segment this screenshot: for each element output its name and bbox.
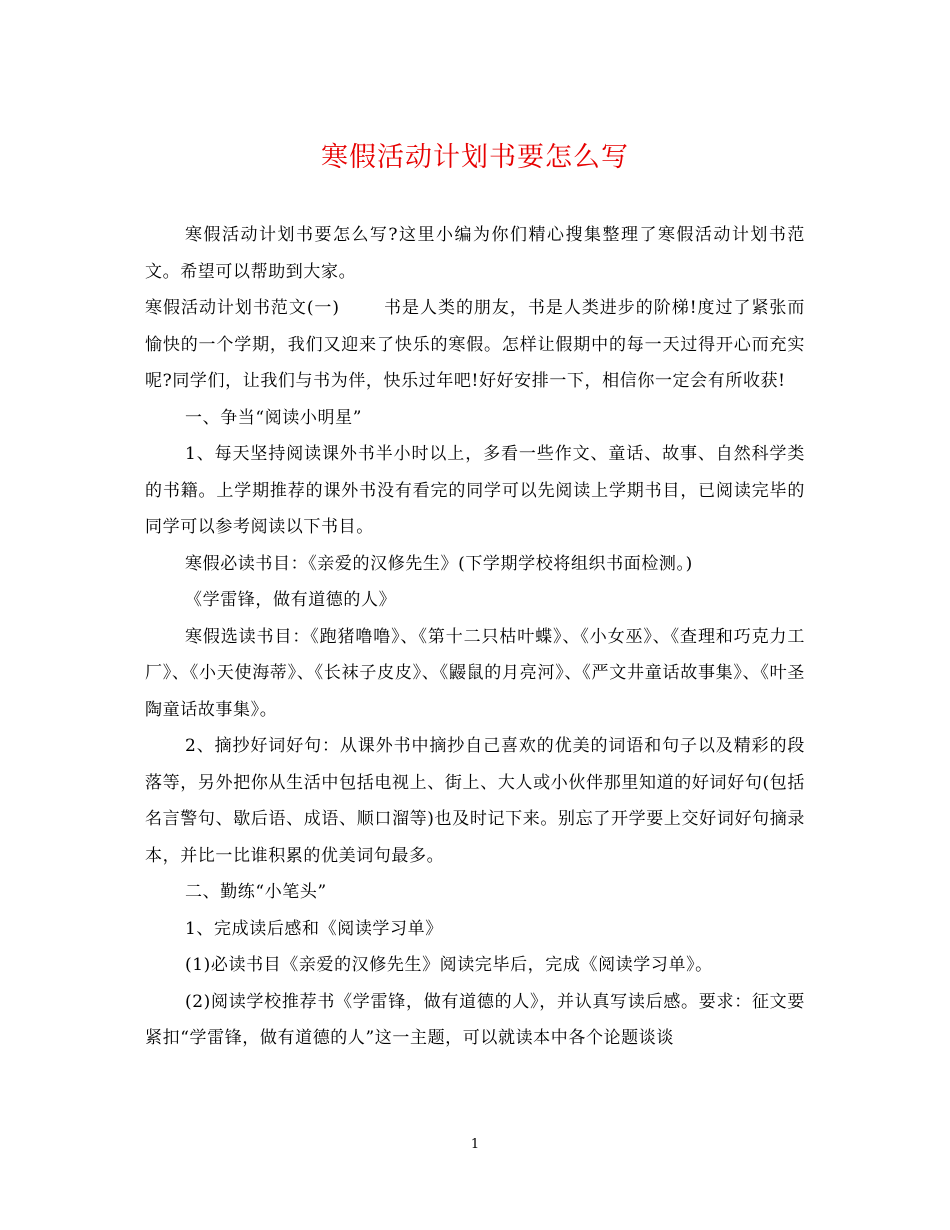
paragraph: 2、摘抄好词好句：从课外书中摘抄自己喜欢的优美的词语和句子以及精彩的段落等，另外把你从生活中包括电视上、街上、大人或小伙伴那里知道的好词好句(包括名言警句、歇后语、成语、顺口溜等)也及时记下来。别忘了开学要上交好词好句摘录本，并比一比谁积累的优美词句最多。 bbox=[145, 736, 805, 866]
paragraph: (1)必读书目《亲爱的汉修先生》阅读完毕后，完成《阅读学习单》。 bbox=[185, 955, 713, 975]
paragraph: 寒假必读书目：《亲爱的汉修先生》(下学期学校将组织书面检测。) bbox=[185, 553, 693, 574]
document-title: 寒假活动计划书要怎么写 bbox=[321, 142, 629, 173]
paragraph: 1、每天坚持阅读课外书半小时以上，多看一些作文、童话、故事、自然科学类的书籍。上学期推荐的课外书没有看完的同学可以先阅读上学期书目，已阅读完毕的同学可以参考阅读以下书目。 bbox=[145, 444, 805, 537]
section-heading: 二、勤练“小笔头” bbox=[185, 882, 327, 902]
paragraph: 寒假选读书目：《跑猪噜噜》、《第十二只枯叶蝶》、《小女巫》、《查理和巧克力工厂》、《小天使海蒂》、《长袜子皮皮》、《鼹鼠的月亮河》、《严文井童话故事集》、《叶圣陶童话故事集》。 bbox=[145, 626, 805, 720]
section-heading: 一、争当“阅读小明星” bbox=[185, 407, 362, 428]
paragraph: 寒假活动计划书要怎么写?这里小编为你们精心搜集整理了寒假活动计划书范文。希望可以帮助到大家。 bbox=[145, 225, 805, 282]
page-number: 1 bbox=[470, 1137, 480, 1152]
paragraph: (2)阅读学校推荐书《学雷锋，做有道德的人》，并认真写读后感。要求：征文要紧扣“学雷锋，做有道德的人”这一主题，可以就读本中各个论题谈谈 bbox=[145, 991, 805, 1048]
paragraph: 《学雷锋，做有道德的人》 bbox=[185, 590, 397, 610]
document-body bbox=[145, 217, 805, 1057]
paragraph bbox=[145, 290, 805, 400]
paragraph: 1、完成读后感和《阅读学习单》 bbox=[185, 918, 443, 939]
section-lead: 寒假活动计划书范文(一) bbox=[145, 298, 340, 318]
paragraph-text: 书是人类的朋友，书是人类进步的阶梯!度过了紧张而愉快的一个学期，我们又迎来了快乐的寒假。怎样让假期中的每一天过得开心而充实呢?同学们，让我们与书为伴，快乐过年吧!好好安排一下，相信你一定会有所收获! bbox=[145, 298, 806, 391]
